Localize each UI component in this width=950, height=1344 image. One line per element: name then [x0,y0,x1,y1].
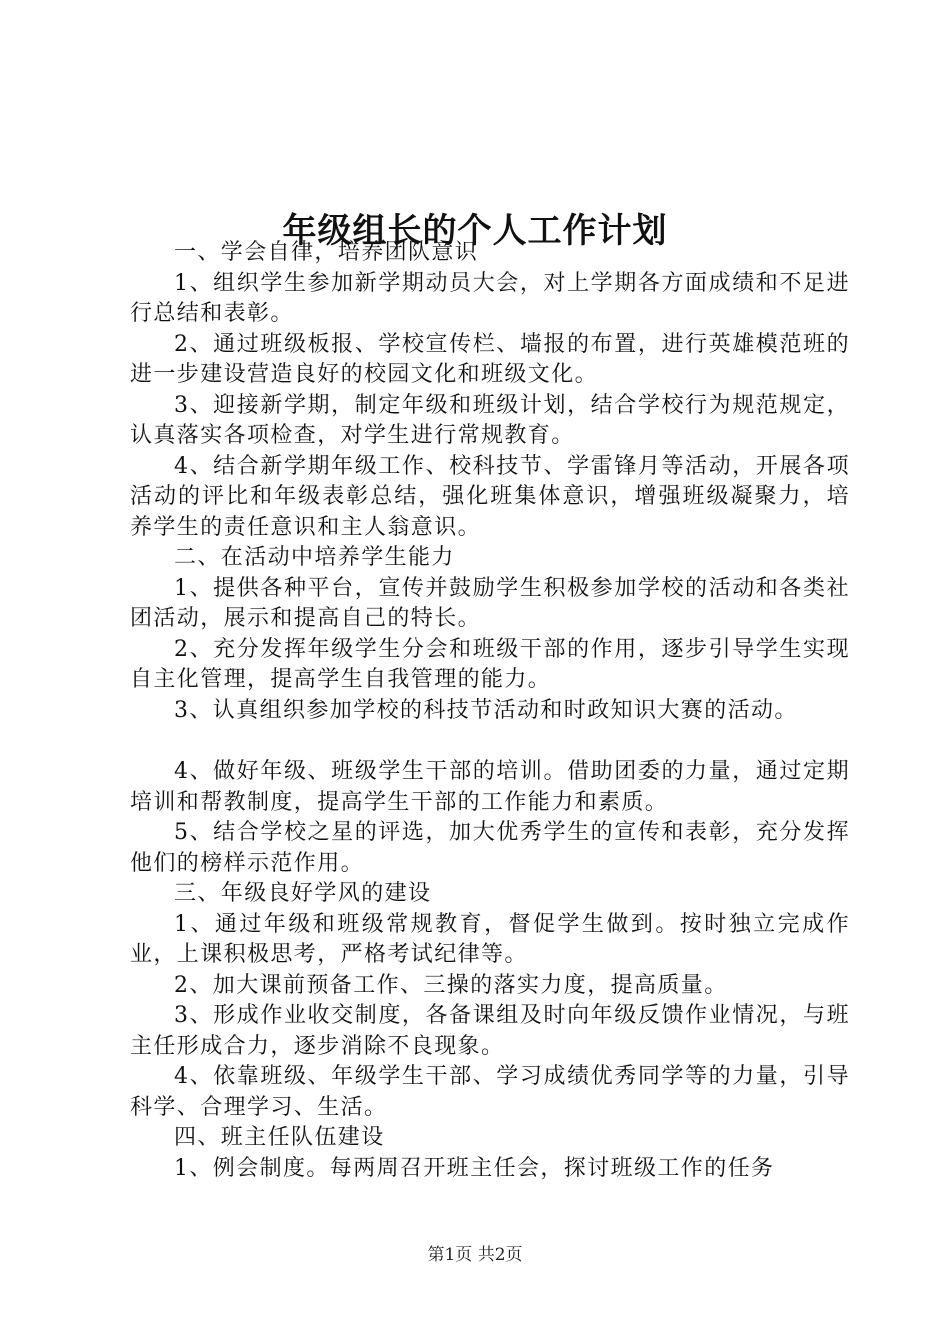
section-heading-1: 一、学会自律，培养团队意识 [174,240,479,265]
paragraph: 2、充分发挥年级学生分会和班级干部的作用，逐步引导学生实现自主化管理，提高学生自我管理的能力。 [130,636,850,692]
paragraph: 4、结合新学期年级工作、校科技节、学雷锋月等活动，开展各项活动的评比和年级表彰总结，强化班集体意识，增强班级凝聚力，培养学生的责任意识和主人翁意识。 [130,453,850,540]
document-body [130,238,850,1184]
section-heading-2: 二、在活动中培养学生能力 [174,545,455,570]
paragraph: 3、形成作业收交制度，各备课组及时向年级反馈作业情况，与班主任形成合力，逐步消除不良现象。 [130,1003,850,1059]
paragraph: 5、结合学校之星的评选，加大优秀学生的宣传和表彰，充分发挥他们的榜样示范作用。 [130,820,850,876]
paragraph: 1、提供各种平台，宣传并鼓励学生积极参加学校的活动和各类社团活动，展示和提高自己的特长。 [130,575,850,631]
section-heading-4: 四、班主任队伍建设 [174,1125,385,1150]
paragraph: 2、通过班级板报、学校宣传栏、墙报的布置，进行英雄模范班的进一步建设营造良好的校园文化和班级文化。 [130,331,850,387]
paragraph: 1、通过年级和班级常规教育，督促学生做到。按时独立完成作业，上课积极思考，严格考试纪律等。 [130,911,850,967]
paragraph: 2、加大课前预备工作、三操的落实力度，提高质量。 [174,972,728,998]
page-footer: 第1页 共2页 [427,1245,523,1265]
document-title: 年级组长的个人工作计划 [282,210,668,251]
paragraph: 1、组织学生参加新学期动员大会，对上学期各方面成绩和不足进行总结和表彰。 [130,270,850,326]
paragraph: 4、依靠班级、年级学生干部、学习成绩优秀同学等的力量，引导科学、合理学习、生活。 [130,1064,850,1120]
section-heading-3: 三、年级良好学风的建设 [174,881,432,906]
paragraph: 4、做好年级、班级学生干部的培训。借助团委的力量，通过定期培训和帮教制度，提高学生干部的工作能力和素质。 [130,759,850,815]
paragraph: 1、例会制度。每两周召开班主任会，探讨班级工作的任务 [174,1155,775,1181]
paragraph: 3、认真组织参加学校的科技节活动和时政知识大赛的活动。 [174,697,798,723]
paragraph: 3、迎接新学期，制定年级和班级计划，结合学校行为规范规定，认真落实各项检查，对学生进行常规教育。 [130,392,850,448]
